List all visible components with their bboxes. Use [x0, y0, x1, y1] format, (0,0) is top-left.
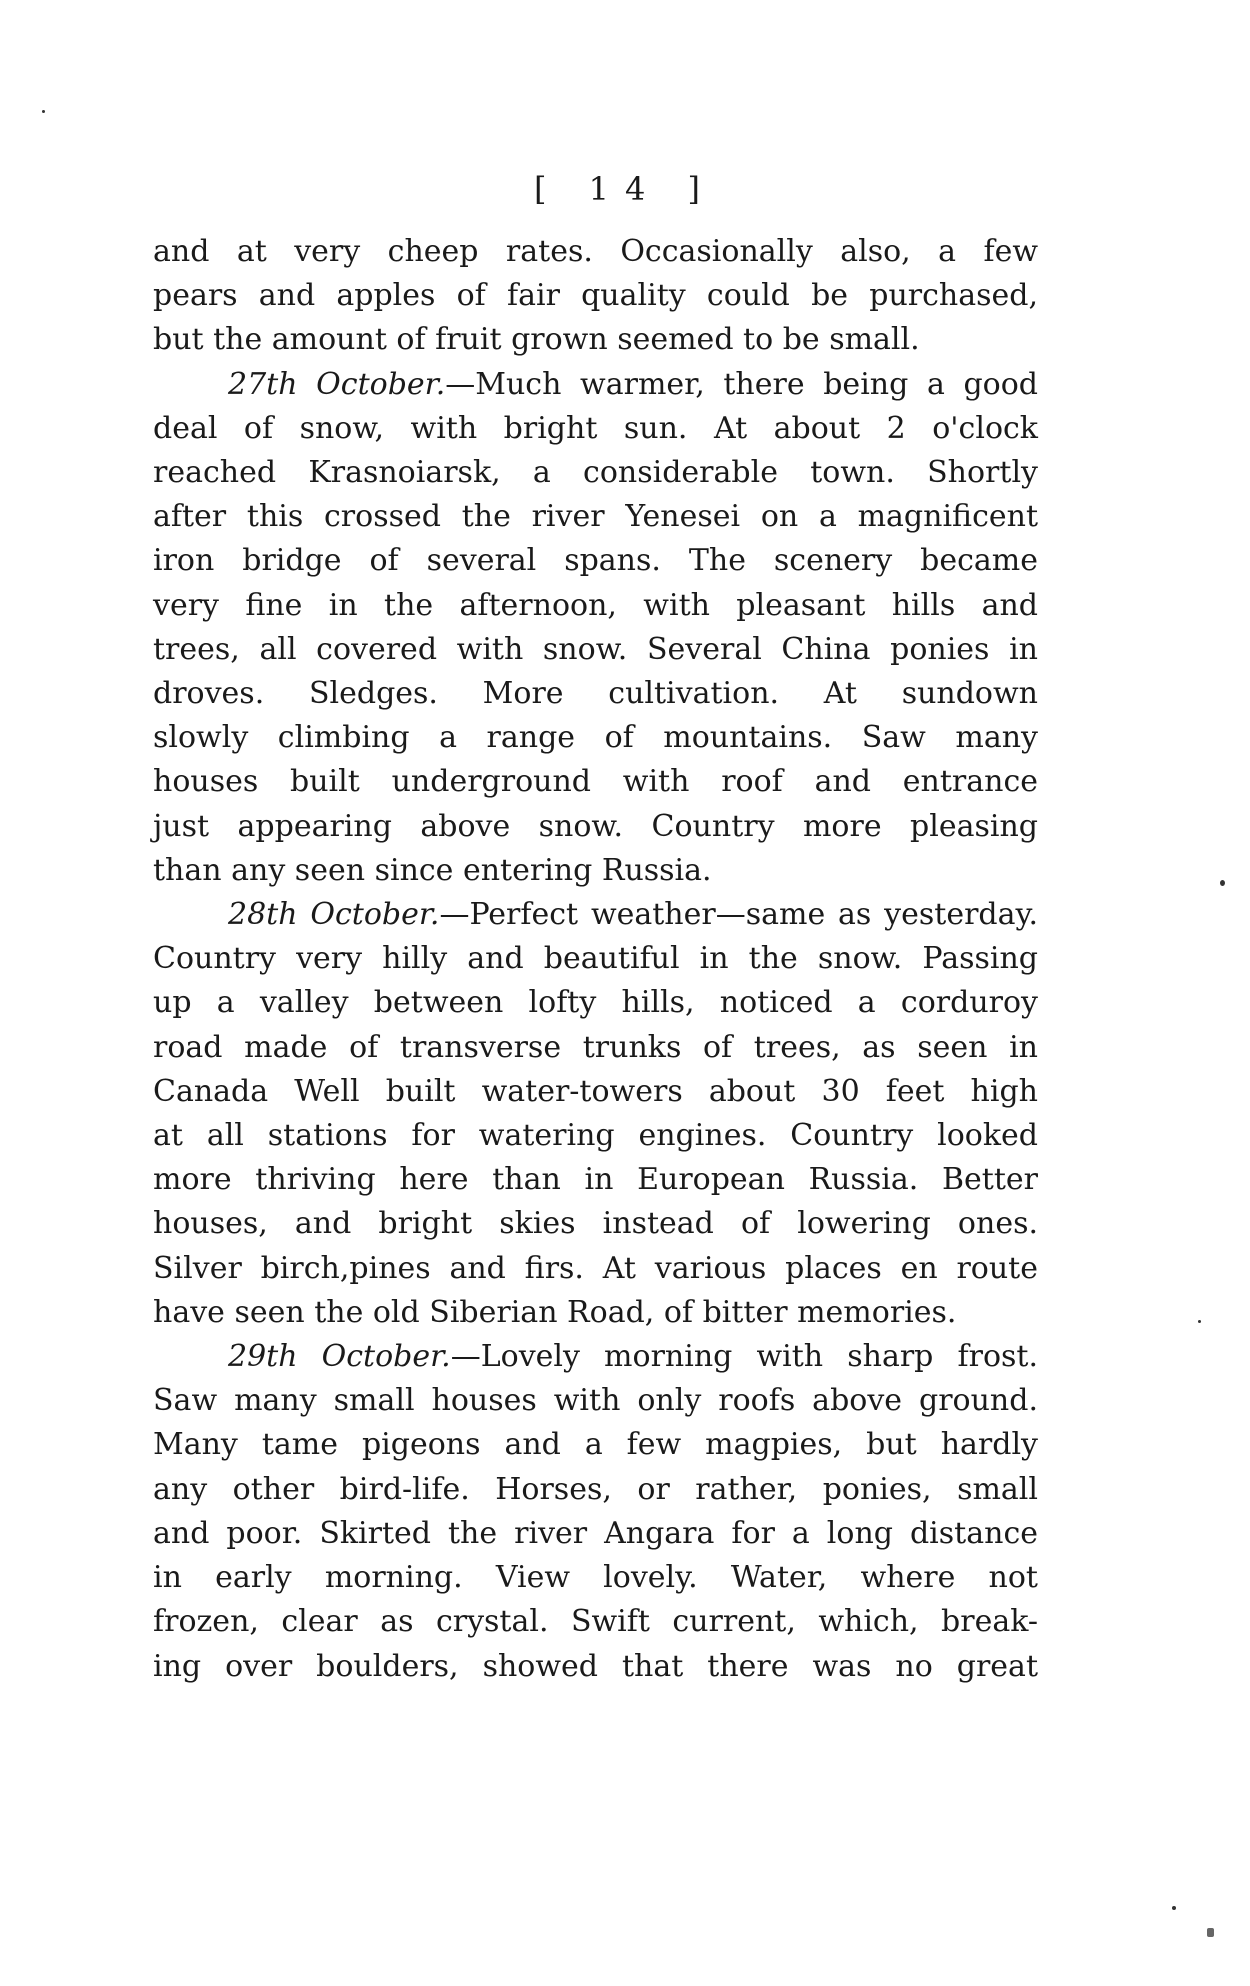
text-line: Canada Well built water-towers about 30 feet high — [153, 1073, 1038, 1109]
paragraph — [153, 1335, 1038, 1689]
text-line: houses, and bright skies instead of lowering ones. — [153, 1206, 1038, 1242]
text-fragment: —Lovely morning with sharp frost. — [450, 1339, 1038, 1375]
text-line: Country very hilly and beautiful in the snow. Passing — [153, 941, 1038, 977]
text-line: iron bridge of several spans. The scenery became — [153, 543, 1038, 579]
text-line: have seen the old Siberian Road, of bitter memories. — [153, 1294, 957, 1330]
text-line: trees, all covered with snow. Several China ponies in — [153, 631, 1038, 667]
paragraph — [153, 363, 1038, 893]
text-line: Many tame pigeons and a few magpies, but hardly — [153, 1427, 1038, 1463]
entry-date: 29th October. — [228, 1339, 451, 1375]
body-text — [153, 230, 1038, 1689]
text-line — [153, 893, 1038, 937]
text-line: reached Krasnoiarsk, a considerable town. Shortly — [153, 455, 1038, 491]
text-line: up a valley between lofty hills, noticed a corduroy — [153, 985, 1038, 1021]
text-line: after this crossed the river Yenesei on a magnificent — [153, 499, 1038, 535]
text-line: any other bird-life. Horses, or rather, ponies, small — [153, 1471, 1038, 1507]
text-line: ing over boulders, showed that there was no great — [153, 1648, 1038, 1684]
entry-date: 28th October. — [228, 897, 440, 933]
paragraph — [153, 893, 1038, 1335]
text-line: frozen, clear as crystal. Swift current, which, break- — [153, 1604, 1038, 1640]
scan-speck — [1207, 1928, 1214, 1937]
scan-speck — [1198, 1320, 1201, 1323]
text-fragment: —Much warmer, there being a good — [445, 366, 1038, 402]
entry-date: 27th October. — [228, 366, 446, 402]
text-line: and at very cheep rates. Occasionally also, a few — [153, 234, 1038, 269]
text-line: very fine in the afternoon, with pleasant hills and — [153, 587, 1038, 623]
text-line: slowly climbing a range of mountains. Saw many — [153, 720, 1038, 756]
text-line: just appearing above snow. Country more pleasing — [153, 808, 1038, 844]
text-line: but the amount of fruit grown seemed to be small. — [153, 322, 920, 358]
paragraph — [153, 230, 1038, 363]
text-line: in early morning. View lovely. Water, where not — [153, 1560, 1038, 1596]
text-line: deal of snow, with bright sun. At about 2 o'clock — [153, 410, 1038, 446]
text-line — [153, 363, 1038, 407]
text-line: and poor. Skirted the river Angara for a long distance — [153, 1515, 1038, 1551]
text-line: at all stations for watering engines. Country looked — [153, 1118, 1038, 1154]
text-line: droves. Sledges. More cultivation. At sundown — [153, 676, 1038, 712]
scan-speck — [1172, 1906, 1176, 1910]
scan-speck — [1220, 880, 1225, 886]
text-line: Silver birch,pines and firs. At various places en route — [153, 1250, 1038, 1286]
text-line: pears and apples of fair quality could be purchased, — [153, 278, 1038, 314]
text-line: road made of transverse trunks of trees, as seen in — [153, 1029, 1038, 1065]
text-line: more thriving here than in European Russia. Better — [153, 1162, 1038, 1198]
text-line: Saw many small houses with only roofs above ground. — [153, 1383, 1038, 1419]
page-number: [ 14 ] — [533, 170, 717, 208]
text-line — [153, 1335, 1038, 1379]
text-fragment: —Perfect weather—same as yesterday. — [439, 897, 1039, 933]
scan-speck — [42, 110, 45, 113]
text-line: houses built underground with roof and entrance — [153, 764, 1038, 800]
text-line: than any seen since entering Russia. — [153, 852, 712, 888]
